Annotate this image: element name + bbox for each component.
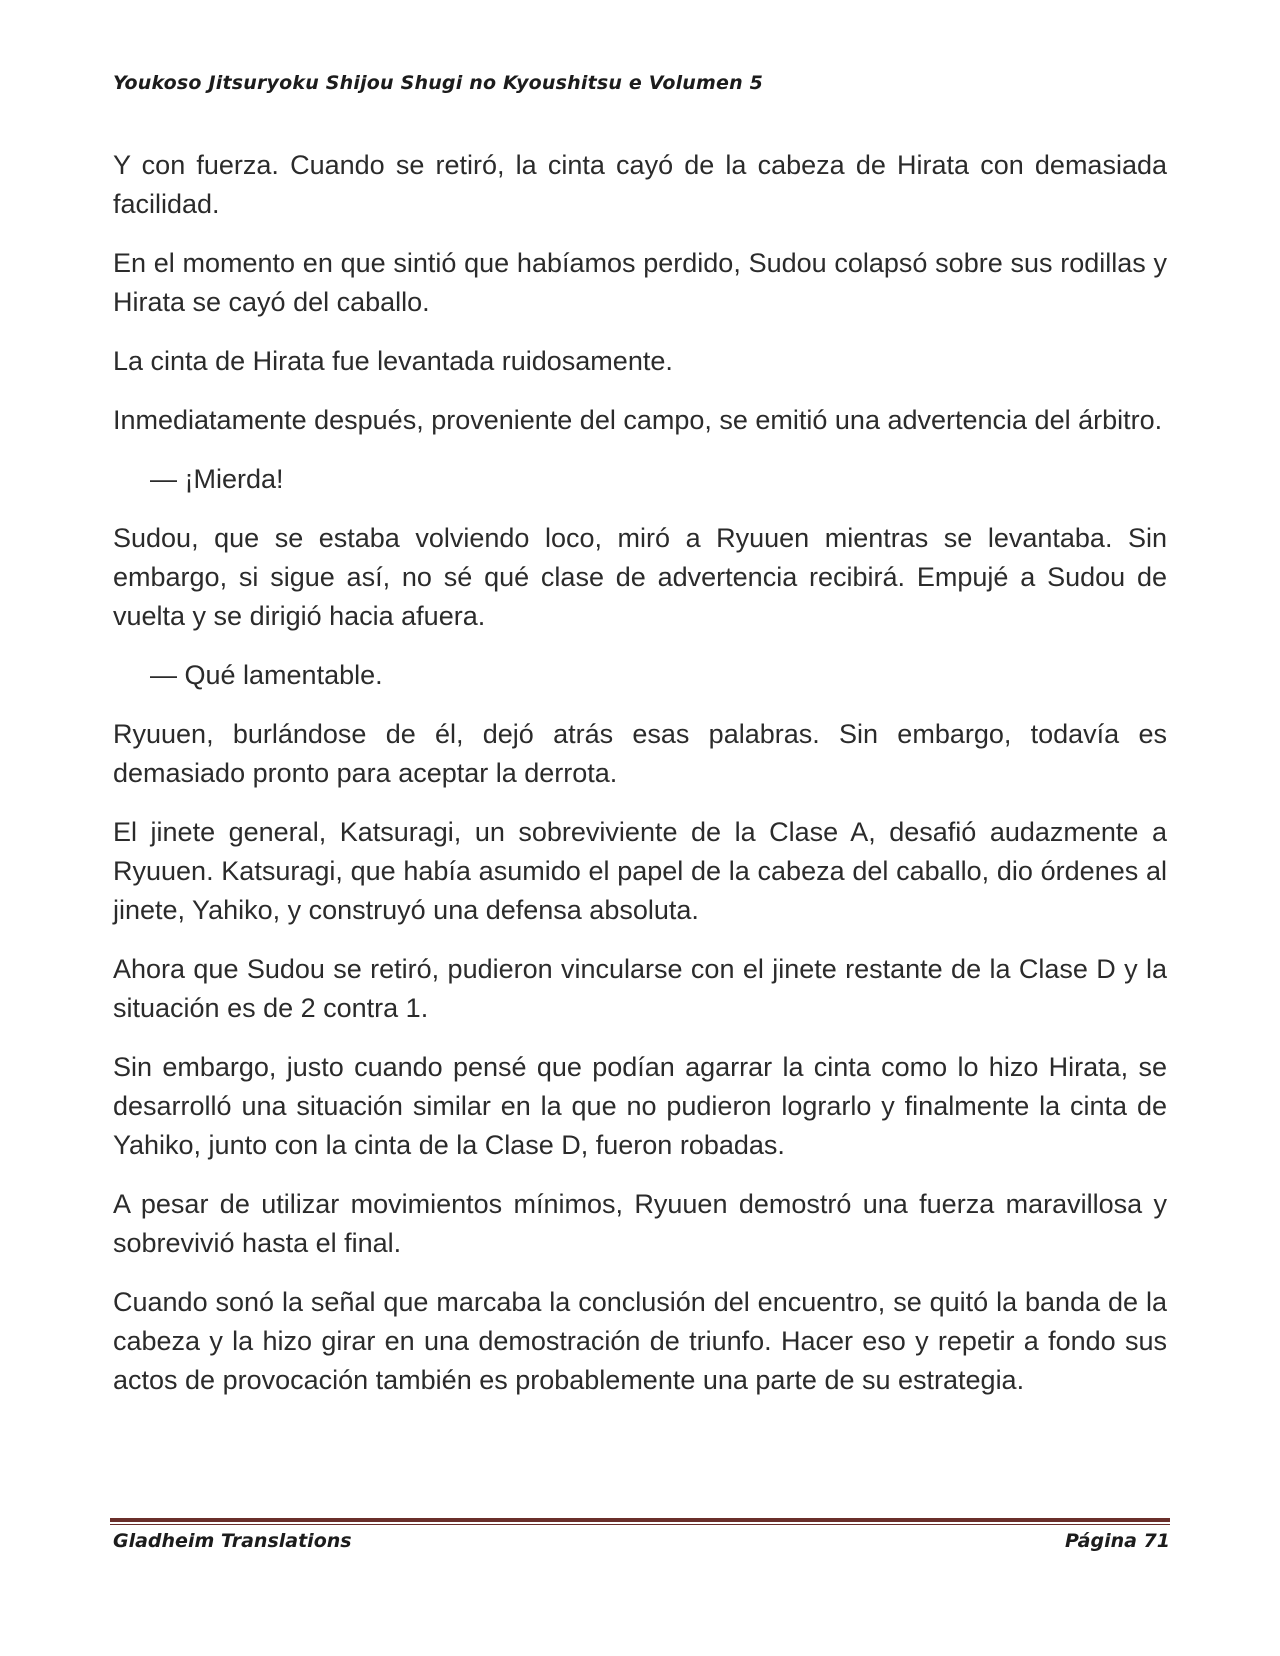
paragraph: Y con fuerza. Cuando se retiró, la cinta cayó de la cabeza de Hirata con demasiada facilidad. xyxy=(113,150,1167,219)
footer-divider-thin xyxy=(110,1524,1170,1525)
footer-credit: Gladheim Translations xyxy=(113,1530,352,1552)
paragraph: El jinete general, Katsuragi, un sobreviviente de la Clase A, desafió audazmente a Ryuuen. Katsuragi, que había asumido el papel de la cabeza del caballo, dio órdenes al jinete, Yahiko, y construyó una defensa absoluta. xyxy=(113,817,1167,925)
paragraph: A pesar de utilizar movimientos mínimos, Ryuuen demostró una fuerza maravillosa y sobrevivió hasta el final. xyxy=(113,1189,1167,1258)
paragraph: Ryuuen, burlándose de él, dejó atrás esas palabras. Sin embargo, todavía es demasiado pronto para aceptar la derrota. xyxy=(113,719,1167,788)
dialogue-line: — ¡Mierda! xyxy=(150,464,284,494)
running-header: Youkoso Jitsuryoku Shijou Shugi no Kyoushitsu e Volumen 5 xyxy=(113,72,764,94)
dialogue-line: — Qué lamentable. xyxy=(150,660,383,690)
paragraph: Ahora que Sudou se retiró, pudieron vincularse con el jinete restante de la Clase D y la situación es de 2 contra 1. xyxy=(113,954,1167,1023)
page-number: Página 71 xyxy=(1064,1530,1170,1552)
paragraph: La cinta de Hirata fue levantada ruidosamente. xyxy=(113,346,673,376)
footer-divider-thick xyxy=(110,1518,1170,1522)
paragraph: Cuando sonó la señal que marcaba la conclusión del encuentro, se quitó la banda de la cabeza y la hizo girar en una demostración de triunfo. Hacer eso y repetir a fondo sus actos de provocación también es probablemente una parte de su estrategia. xyxy=(113,1287,1167,1395)
paragraph: Sudou, que se estaba volviendo loco, miró a Ryuuen mientras se levantaba. Sin embargo, si sigue así, no sé qué clase de advertencia recibirá. Empujé a Sudou de vuelta y se dirigió hacia afuera. xyxy=(113,523,1167,631)
paragraph: En el momento en que sintió que habíamos perdido, Sudou colapsó sobre sus rodillas y Hirata se cayó del caballo. xyxy=(113,248,1167,317)
body-text xyxy=(113,146,1167,1420)
paragraph: Inmediatamente después, proveniente del campo, se emitió una advertencia del árbitro. xyxy=(113,405,1163,435)
footer-divider xyxy=(110,1518,1170,1526)
paragraph: Sin embargo, justo cuando pensé que podían agarrar la cinta como lo hizo Hirata, se desarrolló una situación similar en la que no pudieron lograrlo y finalmente la cinta de Yahiko, junto con la cinta de la Clase D, fueron robadas. xyxy=(113,1052,1167,1160)
